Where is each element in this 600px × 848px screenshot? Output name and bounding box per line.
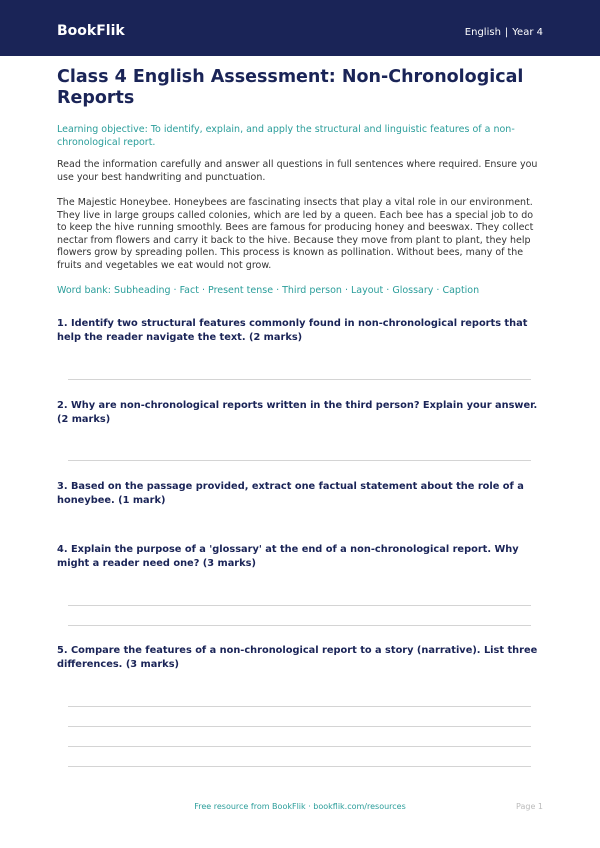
question-1: 1. Identify two structural features commonly found in non-chronological reports that help the reader navigate the text. (2 marks) xyxy=(57,318,528,343)
year-label: Year 4 xyxy=(512,27,543,38)
answer-line[interactable] xyxy=(68,625,531,626)
answer-line[interactable] xyxy=(68,460,531,461)
answer-line[interactable] xyxy=(68,379,531,380)
footer-resource-link[interactable]: Free resource from BookFlik · bookflik.com/resources xyxy=(194,802,406,811)
question-3: 3. Based on the passage provided, extract one factual statement about the role of a honeybee. (1 mark) xyxy=(57,481,524,506)
header-bar xyxy=(0,0,600,56)
answer-line[interactable] xyxy=(68,605,531,606)
answer-line[interactable] xyxy=(68,706,531,707)
reading-passage: The Majestic Honeybee. Honeybees are fascinating insects that play a vital role in our environment. They live in large groups called colonies, which are led by a queen. Each bee has a special job to do to keep the hive running smoothly. Bees are famous for producing honey and beeswax. They collect nectar from flowers and carry it back to the hive. Because they move from plant to plant, they help flowers grow by spreading pollen. This process is known as pollination. Without bees, many of the fruits and vegetables we eat would not grow. xyxy=(57,197,534,271)
instructions: Read the information carefully and answer all questions in full sentences where required. Ensure you use your best handwriting and punctuation. xyxy=(57,159,538,183)
word-bank: Word bank: Subheading · Fact · Present tense · Third person · Layout · Glossary · Caption xyxy=(57,285,480,296)
question-4: 4. Explain the purpose of a 'glossary' at the end of a non-chronological report. Why might a reader need one? (3 marks) xyxy=(57,544,519,569)
answer-line[interactable] xyxy=(68,746,531,747)
answer-line[interactable] xyxy=(68,766,531,767)
question-2: 2. Why are non-chronological reports written in the third person? Explain your answer. (2 marks) xyxy=(57,400,538,425)
page-title: Class 4 English Assessment: Non-Chronological Reports xyxy=(57,67,524,108)
meta-separator: | xyxy=(504,27,509,38)
page-number: Page 1 xyxy=(516,802,543,811)
subject-label: English xyxy=(464,27,501,38)
learning-objective: Learning objective: To identify, explain, and apply the structural and linguistic features of a non-chronological report. xyxy=(57,124,515,148)
answer-line[interactable] xyxy=(68,726,531,727)
question-5: 5. Compare the features of a non-chronological report to a story (narrative). List three differences. (3 marks) xyxy=(57,645,538,670)
header-meta xyxy=(465,27,543,39)
brand-logo[interactable]: BookFlik xyxy=(57,23,125,39)
